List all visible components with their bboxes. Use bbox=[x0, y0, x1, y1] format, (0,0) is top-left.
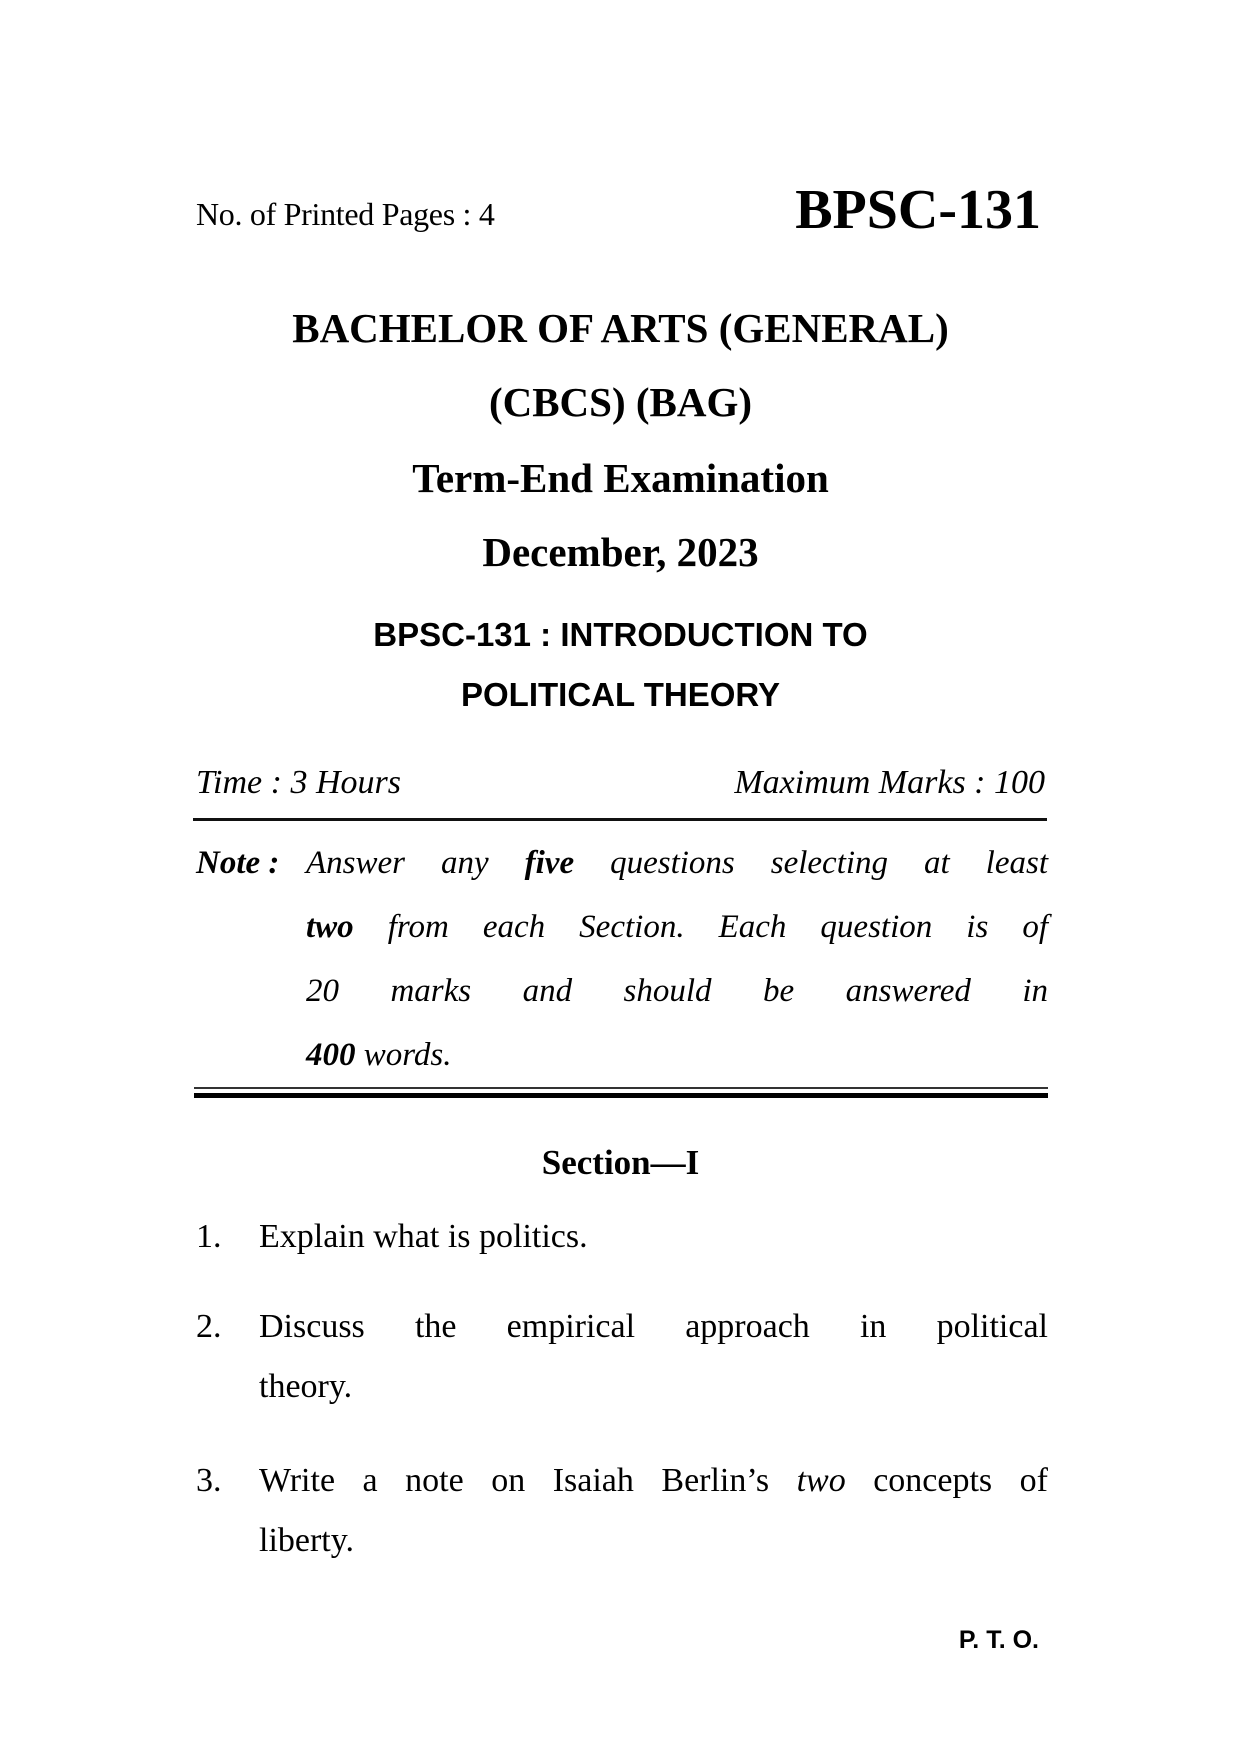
question-item bbox=[196, 1308, 1048, 1438]
note-emphasis: 400 bbox=[306, 1037, 356, 1073]
note-line-4 bbox=[196, 1037, 1048, 1101]
question-text-part: Write a note on Isaiah Berlin’s bbox=[259, 1462, 797, 1499]
printed-pages-count: No. of Printed Pages : 4 bbox=[196, 196, 495, 232]
note-text: words. bbox=[355, 1037, 452, 1073]
instructions-note bbox=[196, 845, 1048, 1101]
note-text: Answer any bbox=[306, 845, 525, 881]
question-number: 1. bbox=[196, 1218, 222, 1255]
note-text: questions selecting at least bbox=[574, 845, 1049, 881]
question-text: theory. bbox=[259, 1368, 353, 1405]
question-item bbox=[196, 1462, 1048, 1592]
note-emphasis: two bbox=[306, 909, 354, 945]
please-turn-over: P. T. O. bbox=[958, 1626, 1039, 1654]
question-text bbox=[259, 1462, 1048, 1500]
question-number: 3. bbox=[196, 1462, 222, 1499]
paper-code: BPSC-131 bbox=[795, 179, 1041, 241]
exam-date: December, 2023 bbox=[482, 529, 759, 575]
question-text: Discuss the empirical approach in political bbox=[259, 1308, 1048, 1345]
note-label: Note : bbox=[196, 845, 280, 881]
course-title-line-1: BPSC-131 : INTRODUCTION TO bbox=[373, 616, 868, 653]
note-line-3 bbox=[196, 973, 1048, 1037]
note-text: 20 marks and should be answered in bbox=[306, 973, 1048, 1009]
course-title-line-2: POLITICAL THEORY bbox=[460, 676, 780, 713]
exam-time: Time : 3 Hours bbox=[196, 764, 401, 801]
note-line-2 bbox=[196, 909, 1048, 973]
scheme-title: (CBCS) (BAG) bbox=[488, 379, 753, 425]
question-number: 2. bbox=[196, 1308, 222, 1345]
question-text: liberty. bbox=[259, 1522, 355, 1559]
section-heading: Section—I bbox=[541, 1143, 700, 1182]
double-divider-thick bbox=[194, 1093, 1048, 1098]
note-text: from each Section. Each question is of bbox=[353, 909, 1048, 945]
question-item bbox=[196, 1218, 1048, 1278]
question-text: Explain what is politics. bbox=[259, 1218, 588, 1255]
note-emphasis: five bbox=[524, 845, 575, 881]
question-text-part: concepts of bbox=[845, 1462, 1048, 1499]
degree-title: BACHELOR OF ARTS (GENERAL) bbox=[292, 305, 949, 351]
divider bbox=[193, 818, 1047, 821]
note-line-1 bbox=[196, 845, 1048, 909]
question-emphasis: two bbox=[796, 1462, 846, 1499]
maximum-marks: Maximum Marks : 100 bbox=[734, 764, 1045, 801]
exam-title: Term-End Examination bbox=[412, 455, 829, 501]
double-divider-thin bbox=[194, 1087, 1048, 1089]
